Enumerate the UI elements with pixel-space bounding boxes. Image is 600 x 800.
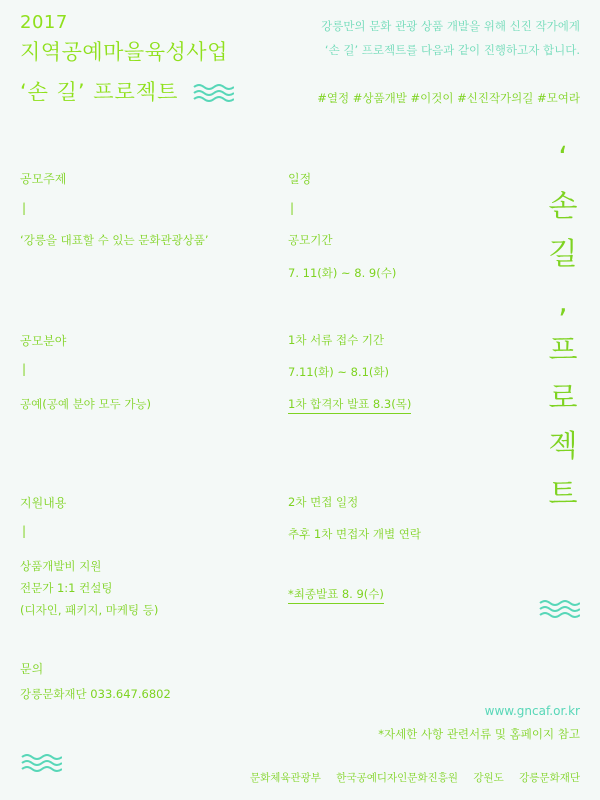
vertical-char: 젝 xyxy=(548,429,578,464)
schedule-bar: | xyxy=(290,201,295,215)
hashtags: #열정 #상품개발 #이것이 #신진작가의길 #모여라 xyxy=(317,91,580,105)
org-name: 문화체육관광부 xyxy=(249,772,321,784)
website-link[interactable]: www.gncaf.or.kr xyxy=(484,704,580,718)
contact-value: 강릉문화재단 033.647.6802 xyxy=(20,687,171,701)
vertical-char: ‘ xyxy=(558,141,568,176)
schedule-label: 일정 xyxy=(288,172,312,186)
intro-line1: 강릉만의 문화 관광 상품 개발을 위해 신진 작가에게 xyxy=(321,19,580,33)
support-line3: (디자인, 패키지, 마케팅 등) xyxy=(20,603,159,617)
support-line1: 상품개발비 지원 xyxy=(20,559,102,573)
wave-icon xyxy=(20,752,62,774)
vertical-char: 트 xyxy=(548,477,578,512)
header-year: 2017 xyxy=(20,12,68,33)
field-bar: | xyxy=(22,362,27,376)
wave-icon xyxy=(538,598,580,620)
vertical-char: 길 xyxy=(548,237,578,272)
org-name: 한국공예디자인문화진흥원 xyxy=(336,772,459,784)
field-value: 공예(공예 분야 모두 가능) xyxy=(20,397,152,411)
theme-bar: | xyxy=(22,201,27,215)
header-subtitle: ‘손 길’ 프로젝트 xyxy=(20,80,179,104)
vertical-char: , xyxy=(558,285,568,320)
vertical-title xyxy=(538,135,588,519)
support-line2: 전문가 1:1 컨설팅 xyxy=(20,581,113,595)
organizations xyxy=(238,770,580,785)
doc-period-label: 1차 서류 접수 기간 xyxy=(288,333,385,347)
intro-line2: ‘손 길’ 프로젝트를 다음과 같이 진행하고자 합니다. xyxy=(324,43,580,57)
wave-icon xyxy=(192,82,234,104)
vertical-char: 프 xyxy=(548,333,578,368)
support-bar: | xyxy=(22,524,27,538)
vertical-char: 로 xyxy=(548,381,578,416)
theme-value: ‘강릉을 대표할 수 있는 문화관광상품’ xyxy=(20,233,209,247)
theme-label: 공모주제 xyxy=(20,172,67,186)
field-label: 공모분야 xyxy=(20,334,67,348)
final-announcement: *최종발표 8. 9(수) xyxy=(288,586,384,604)
contact-label: 문의 xyxy=(20,662,44,676)
org-name: 강원도 xyxy=(473,772,504,784)
period-value: 7. 11(화) ~ 8. 9(수) xyxy=(288,266,397,280)
first-pass-announcement: 1차 합격자 발표 8.3(목) xyxy=(288,396,411,414)
header-title: 지역공예마을육성사업 xyxy=(20,40,228,64)
intro-text xyxy=(321,14,580,62)
doc-period-value: 7.11(화) ~ 8.1(화) xyxy=(288,365,390,379)
vertical-char: 손 xyxy=(548,189,578,224)
support-label: 지원내용 xyxy=(20,496,67,510)
interview-value: 추후 1차 면접자 개별 연락 xyxy=(288,527,422,541)
period-label: 공모기간 xyxy=(288,233,333,247)
footer-note: *자세한 사항 관련서류 및 홈페이지 참고 xyxy=(378,727,580,741)
interview-label: 2차 면접 일정 xyxy=(288,495,359,509)
org-name: 강릉문화재단 xyxy=(519,772,580,784)
